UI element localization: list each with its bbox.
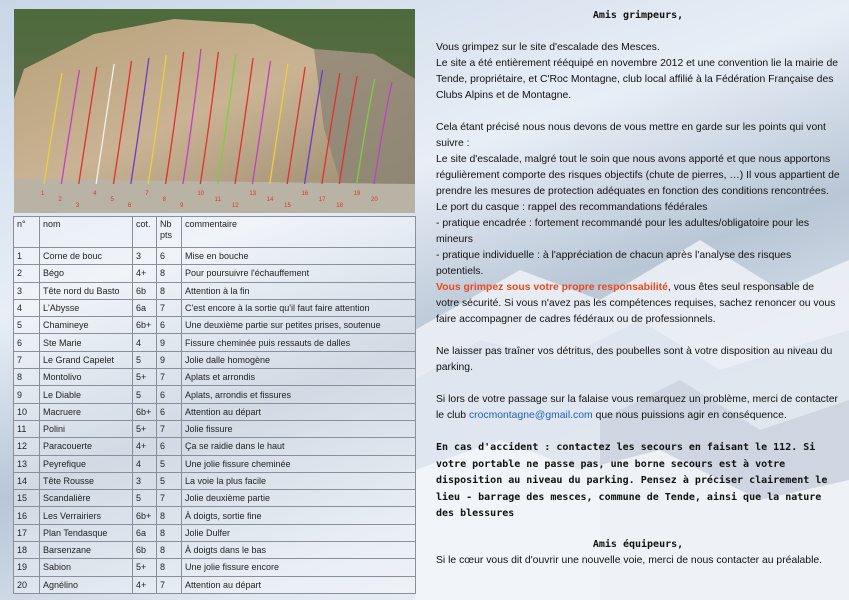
route-grade: 5 — [133, 386, 157, 403]
row-number: 2 — [14, 265, 40, 282]
paragraph-warning-intro: Cela étant précisé nous nous devons de vous mettre en garde sur les points qui vont suivre : — [436, 122, 826, 149]
row-number: 5 — [14, 317, 40, 334]
route-grade: 5 — [133, 490, 157, 507]
route-number-label: 2 — [58, 197, 62, 203]
route-grade: 6b+ — [133, 507, 157, 524]
route-bolts: 5 — [157, 472, 182, 489]
route-name: Les Verrairiers — [40, 507, 133, 524]
route-name: Ste Marie — [40, 334, 133, 351]
route-comment: Aplats et arrondis — [182, 369, 416, 386]
route-number-label: 3 — [75, 203, 80, 209]
route-number-label: 6 — [127, 203, 132, 209]
table-row — [14, 317, 416, 334]
route-number-label: 9 — [179, 203, 184, 209]
row-number: 19 — [14, 559, 40, 576]
route-name: Scandalière — [40, 490, 133, 507]
col-header-comment: commentaire — [182, 217, 416, 248]
table-row — [14, 542, 416, 559]
routes-table — [13, 216, 416, 594]
route-number-label: 1 — [41, 191, 45, 197]
row-number: 8 — [14, 369, 40, 386]
route-name: Montolivo — [40, 369, 133, 386]
route-comment: Attention au départ — [182, 576, 416, 593]
row-number: 16 — [14, 507, 40, 524]
paragraph-contact: Si lors de votre passage sur la falaise vous remarquez un problème, merci de contacter le club crocmontagne@gmail.com que nous puissions agir en conséquence. — [436, 394, 838, 421]
row-number: 15 — [14, 490, 40, 507]
route-comment: Jolie fissure — [182, 420, 416, 437]
route-number-label: 10 — [197, 191, 205, 197]
route-grade: 6a — [133, 524, 157, 541]
route-grade: 5+ — [133, 559, 157, 576]
table-row — [14, 576, 416, 593]
route-name: Paracouerte — [40, 438, 133, 455]
col-header-number: n° — [14, 217, 40, 248]
route-name: Polini — [40, 420, 133, 437]
route-bolts: 6 — [157, 438, 182, 455]
route-comment: Aplats, arrondis et fissures — [182, 386, 416, 403]
route-number-label: 5 — [110, 197, 114, 203]
table-row — [14, 472, 416, 489]
route-comment: Pour poursuivre l'échauffement — [182, 265, 416, 282]
table-row — [14, 386, 416, 403]
table-row — [14, 455, 416, 472]
row-number: 17 — [14, 524, 40, 541]
table-row — [14, 524, 416, 541]
route-grade: 6b+ — [133, 317, 157, 334]
route-name: Bégo — [40, 265, 133, 282]
paragraph-accident: En cas d'accident : contactez les secours en faisant le 112. Si votre portable ne passe pas, une borne secours est à votre disposition au niveau du parking. Pensez à préciser clairement le lieu - barrage des mesces, commune de Tende, ainsi que la nature des blessures — [436, 442, 828, 519]
paragraph-risks: Le site d'escalade, malgré tout le soin que nous avons apporté et que nous apportons régulièrement comporte des risques objectifs (chute de pierres, …) Il vous appartient de prendre les mesures de protection adéquates en fonction des conditions rencontrées. — [436, 154, 840, 197]
route-comment: Une deuxième partie sur petites prises, soutenue — [182, 317, 416, 334]
table-row — [14, 420, 416, 437]
route-grade: 6b — [133, 282, 157, 299]
route-comment: Une jolie fissure cheminée — [182, 455, 416, 472]
route-name: L'Abysse — [40, 299, 133, 316]
route-number-label: 15 — [284, 203, 291, 209]
row-number: 4 — [14, 299, 40, 316]
route-name: Plan Tendasque — [40, 524, 133, 541]
route-grade: 4+ — [133, 438, 157, 455]
row-number: 7 — [14, 351, 40, 368]
route-name: Agnélino — [40, 576, 133, 593]
route-grade: 4 — [133, 334, 157, 351]
route-comment: Mise en bouche — [182, 248, 416, 265]
route-grade: 3 — [133, 248, 157, 265]
table-row — [14, 403, 416, 420]
table-row — [14, 351, 416, 368]
route-grade: 5+ — [133, 369, 157, 386]
row-number: 18 — [14, 542, 40, 559]
climbing-cliff-photo — [14, 9, 415, 213]
table-row — [14, 438, 416, 455]
route-comment: Ça se raidie dans le haut — [182, 438, 416, 455]
route-name: Macruere — [40, 403, 133, 420]
row-number: 10 — [14, 403, 40, 420]
route-bolts: 8 — [157, 542, 182, 559]
paragraph-litter: Ne laisser pas traîner vos détritus, des poubelles sont à votre disposition au niveau du parking. — [436, 346, 833, 373]
route-number-label: 14 — [266, 197, 274, 203]
table-row — [14, 282, 416, 299]
row-number: 14 — [14, 472, 40, 489]
route-bolts: 7 — [157, 576, 182, 593]
route-bolts: 8 — [157, 265, 182, 282]
route-comment: À doigts dans le bas — [182, 542, 416, 559]
table-row — [14, 490, 416, 507]
table-row — [14, 265, 416, 282]
col-header-bolts: Nb pts — [157, 217, 182, 248]
route-bolts: 6 — [157, 317, 182, 334]
route-comment: La voie la plus facile — [182, 472, 416, 489]
route-comment: C'est encore à la sortie qu'il faut faire attention — [182, 299, 416, 316]
route-bolts: 8 — [157, 524, 182, 541]
route-name: Tête nord du Basto — [40, 282, 133, 299]
table-row — [14, 248, 416, 265]
route-number-label: 16 — [301, 191, 309, 197]
route-comment: Une jolie fissure encore — [182, 559, 416, 576]
route-name: Chamineye — [40, 317, 133, 334]
route-number-label: 17 — [318, 197, 326, 203]
route-comment: Attention à la fin — [182, 282, 416, 299]
route-grade: 3 — [133, 472, 157, 489]
row-number: 11 — [14, 420, 40, 437]
greeting-title: Amis grimpeurs, — [592, 10, 684, 21]
route-bolts: 7 — [157, 369, 182, 386]
route-comment: Attention au départ — [182, 403, 416, 420]
route-grade: 5 — [133, 351, 157, 368]
col-header-name: nom — [40, 217, 133, 248]
route-number-label: 8 — [162, 197, 166, 203]
route-grade: 5+ — [133, 420, 157, 437]
route-grade: 4 — [133, 455, 157, 472]
route-bolts: 7 — [157, 299, 182, 316]
route-name: Barsenzane — [40, 542, 133, 559]
route-number-label: 4 — [93, 191, 97, 197]
route-number-label: 20 — [371, 197, 378, 203]
route-name: Sabion — [40, 559, 133, 576]
route-bolts: 8 — [157, 559, 182, 576]
paragraph-site: Vous grimpez sur le site d'escalade des Mesces. — [436, 42, 660, 53]
route-name: Le Grand Capelet — [40, 351, 133, 368]
paragraph-new-route: Si le cœur vous dit d'ouvrir une nouvelle voie, merci de nous contacter au préalable. — [436, 554, 823, 566]
route-name: Corne de bouc — [40, 248, 133, 265]
info-text — [436, 8, 840, 569]
table-row — [14, 369, 416, 386]
col-header-grade: cot. — [133, 217, 157, 248]
paragraph-helmet: Le port du casque : rappel des recommandations fédérales — [436, 202, 708, 213]
route-number-label: 19 — [353, 191, 361, 197]
row-number: 13 — [14, 455, 40, 472]
route-name: Peyrefique — [40, 455, 133, 472]
route-bolts: 6 — [157, 403, 182, 420]
route-bolts: 8 — [157, 507, 182, 524]
responsibility-warning: Vous grimpez sous votre propre responsabilité — [436, 282, 668, 293]
route-grade: 6b+ — [133, 403, 157, 420]
route-number-label: 7 — [145, 191, 149, 197]
route-comment: Jolie dalle homogène — [182, 351, 416, 368]
row-number: 12 — [14, 438, 40, 455]
paragraph-individual: - pratique individuelle : à l'appréciation de chacun après l'analyse des risques potentiels. — [436, 250, 792, 277]
route-grade: 4+ — [133, 576, 157, 593]
row-number: 3 — [14, 282, 40, 299]
row-number: 1 — [14, 248, 40, 265]
route-name: Tête Rousse — [40, 472, 133, 489]
route-bolts: 5 — [157, 455, 182, 472]
route-bolts: 6 — [157, 248, 182, 265]
route-comment: Fissure cheminée puis ressauts de dalles — [182, 334, 416, 351]
table-row — [14, 299, 416, 316]
route-bolts: 8 — [157, 282, 182, 299]
table-row — [14, 507, 416, 524]
table-row — [14, 559, 416, 576]
route-grade: 6b — [133, 542, 157, 559]
route-number-label: 11 — [214, 197, 221, 203]
paragraph-convention: Le site a été entièrement rééquipé en novembre 2012 et une convention lie la mairie de Tende, propriétaire, et C'Roc Montagne, club local affilié à la Fédération Française des Clubs Alpins et de Montagne. — [436, 58, 839, 101]
table-header-row — [14, 217, 416, 248]
paragraph-responsibility: Vous grimpez sous votre propre responsabilité, vous êtes seul responsable de votre sécurité. Si vous n'avez pas les compétences requises, sachez renoncer ou vous faire accompagner de cadres fédéraux ou de professionnels. — [436, 282, 836, 325]
route-bolts: 9 — [157, 351, 182, 368]
route-number-label: 13 — [249, 191, 257, 197]
route-number-label: 18 — [336, 203, 343, 209]
row-number: 9 — [14, 386, 40, 403]
route-comment: À doigts, sortie fine — [182, 507, 416, 524]
route-bolts: 6 — [157, 386, 182, 403]
route-bolts: 9 — [157, 334, 182, 351]
row-number: 6 — [14, 334, 40, 351]
route-comment: Jolie Dulfer — [182, 524, 416, 541]
route-grade: 4+ — [133, 265, 157, 282]
route-name: Le Diable — [40, 386, 133, 403]
equippers-title: Amis équipeurs, — [592, 538, 684, 550]
route-bolts: 7 — [157, 420, 182, 437]
route-comment: Jolie deuxième partie — [182, 490, 416, 507]
route-grade: 6a — [133, 299, 157, 316]
club-email-link[interactable]: crocmontagne@gmail.com — [468, 410, 593, 421]
route-number-label: 12 — [232, 203, 239, 209]
paragraph-supervised: - pratique encadrée : fortement recommandé pour les adultes/obligatoire pour les mineurs — [436, 218, 810, 245]
route-bolts: 7 — [157, 490, 182, 507]
row-number: 20 — [14, 576, 40, 593]
table-row — [14, 334, 416, 351]
